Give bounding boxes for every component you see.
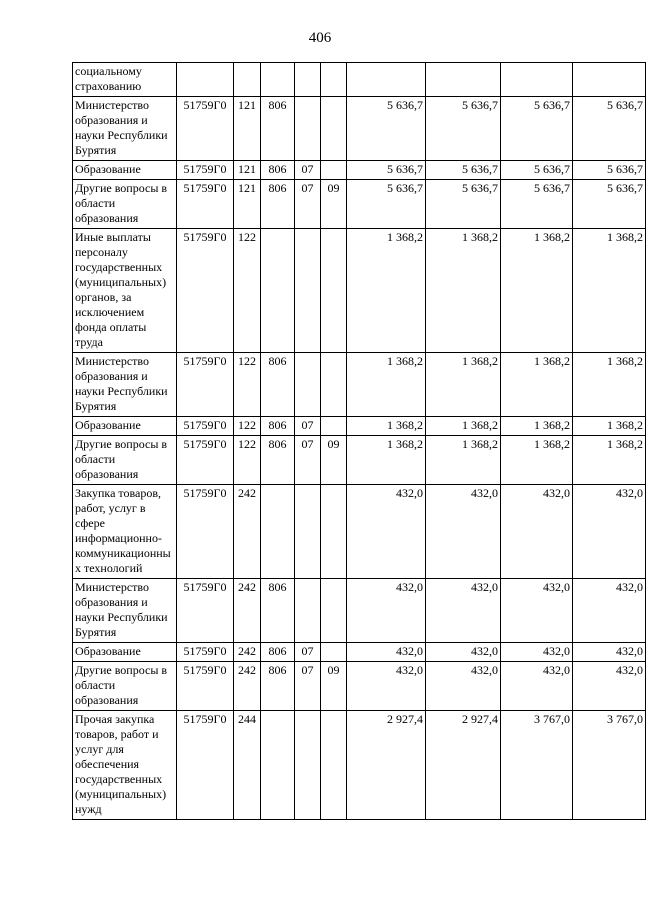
amount-cell-3: 1 368,2	[501, 417, 573, 436]
amount-cell-1: 1 368,2	[347, 436, 426, 485]
target-code-cell: 51759Г0	[177, 180, 234, 229]
amount-cell-4: 5 636,7	[573, 180, 646, 229]
subsection-cell: 09	[321, 662, 347, 711]
section-cell: 07	[295, 161, 321, 180]
ministry-code-cell	[261, 229, 295, 353]
expense-type-cell	[234, 63, 261, 97]
ministry-code-cell: 806	[261, 353, 295, 417]
amount-cell-2: 5 636,7	[426, 97, 501, 161]
amount-cell-2: 432,0	[426, 579, 501, 643]
expense-type-cell: 242	[234, 485, 261, 579]
amount-cell-3: 1 368,2	[501, 436, 573, 485]
section-cell	[295, 97, 321, 161]
section-cell: 07	[295, 662, 321, 711]
target-code-cell: 51759Г0	[177, 711, 234, 820]
target-code-cell: 51759Г0	[177, 662, 234, 711]
row-name-cell: Другие вопросы в области образования	[73, 436, 177, 485]
expense-type-cell: 121	[234, 97, 261, 161]
section-cell: 07	[295, 643, 321, 662]
section-cell: 07	[295, 417, 321, 436]
page-number: 406	[308, 30, 332, 46]
table-row	[73, 97, 646, 161]
amount-cell-1: 432,0	[347, 643, 426, 662]
subsection-cell	[321, 711, 347, 820]
subsection-cell	[321, 63, 347, 97]
row-name-cell: Министерство образования и науки Республики Бурятия	[73, 579, 177, 643]
section-cell	[295, 485, 321, 579]
table-row	[73, 180, 646, 229]
expense-type-cell: 242	[234, 643, 261, 662]
amount-cell-4: 1 368,2	[573, 436, 646, 485]
amount-cell-2: 2 927,4	[426, 711, 501, 820]
amount-cell-3: 432,0	[501, 662, 573, 711]
amount-cell-3: 5 636,7	[501, 161, 573, 180]
amount-cell-1: 2 927,4	[347, 711, 426, 820]
amount-cell-1: 1 368,2	[347, 417, 426, 436]
subsection-cell: 09	[321, 180, 347, 229]
amount-cell-3: 1 368,2	[501, 353, 573, 417]
amount-cell-3	[501, 63, 573, 97]
amount-cell-4: 432,0	[573, 662, 646, 711]
expense-type-cell: 122	[234, 417, 261, 436]
target-code-cell: 51759Г0	[177, 97, 234, 161]
amount-cell-4: 3 767,0	[573, 711, 646, 820]
table-row	[73, 711, 646, 820]
amount-cell-1: 5 636,7	[347, 97, 426, 161]
budget-table	[72, 62, 646, 820]
amount-cell-4: 432,0	[573, 643, 646, 662]
amount-cell-4: 5 636,7	[573, 161, 646, 180]
subsection-cell	[321, 643, 347, 662]
row-name-cell: Образование	[73, 417, 177, 436]
target-code-cell	[177, 63, 234, 97]
subsection-cell	[321, 353, 347, 417]
expense-type-cell: 121	[234, 161, 261, 180]
table-row	[73, 63, 646, 97]
ministry-code-cell: 806	[261, 643, 295, 662]
amount-cell-1: 1 368,2	[347, 353, 426, 417]
amount-cell-2: 432,0	[426, 485, 501, 579]
table-row	[73, 436, 646, 485]
row-name-cell: Другие вопросы в области образования	[73, 180, 177, 229]
subsection-cell	[321, 579, 347, 643]
ministry-code-cell	[261, 63, 295, 97]
ministry-code-cell: 806	[261, 417, 295, 436]
amount-cell-4: 1 368,2	[573, 229, 646, 353]
subsection-cell	[321, 97, 347, 161]
ministry-code-cell: 806	[261, 579, 295, 643]
table-row	[73, 161, 646, 180]
subsection-cell	[321, 229, 347, 353]
section-cell	[295, 579, 321, 643]
ministry-code-cell: 806	[261, 436, 295, 485]
subsection-cell	[321, 161, 347, 180]
row-name-cell: Министерство образования и науки Республики Бурятия	[73, 97, 177, 161]
ministry-code-cell: 806	[261, 180, 295, 229]
amount-cell-3: 1 368,2	[501, 229, 573, 353]
target-code-cell: 51759Г0	[177, 161, 234, 180]
row-name-cell: Образование	[73, 161, 177, 180]
amount-cell-4: 432,0	[573, 485, 646, 579]
row-name-cell: Закупка товаров, работ, услуг в сфере информационно-коммуникационных технологий	[73, 485, 177, 579]
amount-cell-1: 432,0	[347, 662, 426, 711]
amount-cell-4	[573, 63, 646, 97]
target-code-cell: 51759Г0	[177, 229, 234, 353]
ministry-code-cell: 806	[261, 97, 295, 161]
amount-cell-2: 432,0	[426, 662, 501, 711]
table-row	[73, 353, 646, 417]
expense-type-cell: 121	[234, 180, 261, 229]
amount-cell-1: 432,0	[347, 485, 426, 579]
section-cell	[295, 353, 321, 417]
ministry-code-cell	[261, 711, 295, 820]
row-name-cell: Министерство образования и науки Республики Бурятия	[73, 353, 177, 417]
budget-table-body	[73, 63, 646, 820]
target-code-cell: 51759Г0	[177, 485, 234, 579]
expense-type-cell: 122	[234, 353, 261, 417]
row-name-cell: Иные выплаты персоналу государственных (муниципальных) органов, за исключением фонда оплаты труда	[73, 229, 177, 353]
amount-cell-1: 5 636,7	[347, 161, 426, 180]
target-code-cell: 51759Г0	[177, 579, 234, 643]
amount-cell-3: 3 767,0	[501, 711, 573, 820]
row-name-cell: социальному страхованию	[73, 63, 177, 97]
amount-cell-2: 1 368,2	[426, 229, 501, 353]
subsection-cell	[321, 417, 347, 436]
amount-cell-1: 5 636,7	[347, 180, 426, 229]
amount-cell-4: 432,0	[573, 579, 646, 643]
amount-cell-2: 1 368,2	[426, 353, 501, 417]
target-code-cell: 51759Г0	[177, 643, 234, 662]
amount-cell-3: 432,0	[501, 579, 573, 643]
amount-cell-1	[347, 63, 426, 97]
table-row	[73, 417, 646, 436]
amount-cell-2: 432,0	[426, 643, 501, 662]
amount-cell-3: 5 636,7	[501, 180, 573, 229]
subsection-cell	[321, 485, 347, 579]
amount-cell-4: 1 368,2	[573, 417, 646, 436]
table-row	[73, 579, 646, 643]
amount-cell-2: 1 368,2	[426, 417, 501, 436]
amount-cell-1: 1 368,2	[347, 229, 426, 353]
ministry-code-cell	[261, 485, 295, 579]
target-code-cell: 51759Г0	[177, 436, 234, 485]
target-code-cell: 51759Г0	[177, 417, 234, 436]
row-name-cell: Другие вопросы в области образования	[73, 662, 177, 711]
amount-cell-2: 1 368,2	[426, 436, 501, 485]
section-cell: 07	[295, 180, 321, 229]
table-row	[73, 229, 646, 353]
target-code-cell: 51759Г0	[177, 353, 234, 417]
table-row	[73, 485, 646, 579]
expense-type-cell: 122	[234, 436, 261, 485]
amount-cell-2	[426, 63, 501, 97]
section-cell	[295, 63, 321, 97]
row-name-cell: Образование	[73, 643, 177, 662]
table-row	[73, 662, 646, 711]
amount-cell-2: 5 636,7	[426, 180, 501, 229]
section-cell	[295, 229, 321, 353]
section-cell: 07	[295, 436, 321, 485]
amount-cell-3: 5 636,7	[501, 97, 573, 161]
expense-type-cell: 242	[234, 579, 261, 643]
amount-cell-2: 5 636,7	[426, 161, 501, 180]
amount-cell-1: 432,0	[347, 579, 426, 643]
expense-type-cell: 242	[234, 662, 261, 711]
ministry-code-cell: 806	[261, 161, 295, 180]
amount-cell-3: 432,0	[501, 485, 573, 579]
amount-cell-4: 5 636,7	[573, 97, 646, 161]
subsection-cell: 09	[321, 436, 347, 485]
ministry-code-cell: 806	[261, 662, 295, 711]
amount-cell-4: 1 368,2	[573, 353, 646, 417]
row-name-cell: Прочая закупка товаров, работ и услуг для обеспечения государственных (муниципальных) нужд	[73, 711, 177, 820]
expense-type-cell: 122	[234, 229, 261, 353]
section-cell	[295, 711, 321, 820]
amount-cell-3: 432,0	[501, 643, 573, 662]
table-row	[73, 643, 646, 662]
expense-type-cell: 244	[234, 711, 261, 820]
